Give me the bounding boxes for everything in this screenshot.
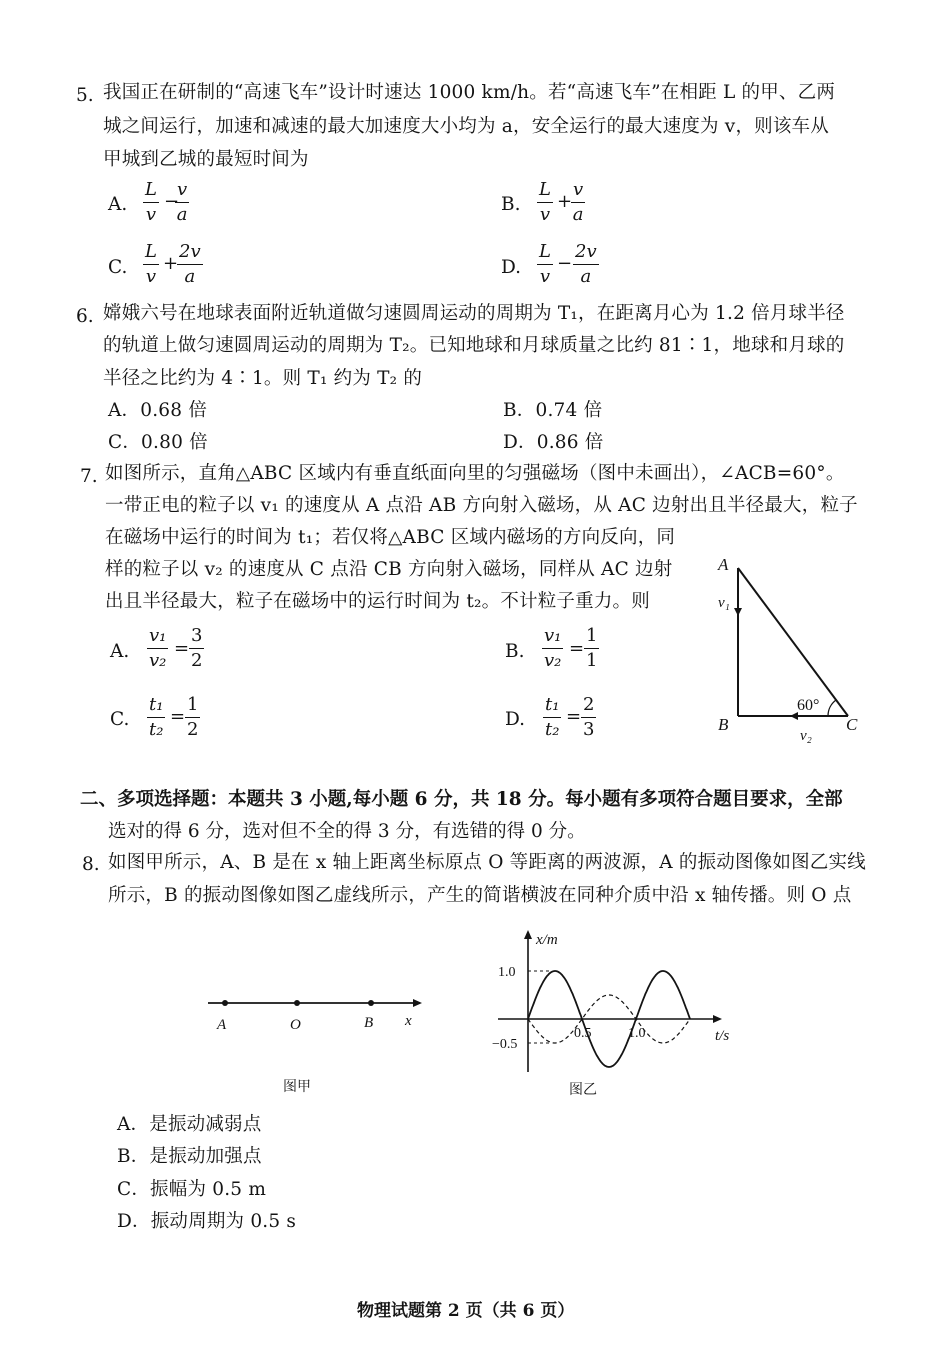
angle-label: 60° <box>797 697 820 714</box>
q7-option-d-rhs: $\frac{2}{3}$ <box>583 694 595 740</box>
q7-option-a-lhs: $\frac{\text{v₁}}{\text{v₂}}$ <box>149 625 167 671</box>
point-b-label: B <box>364 1015 374 1031</box>
x-axis-label: x <box>405 1013 412 1029</box>
y-tick-top: 1.0 <box>498 965 516 980</box>
q5-option-d-label[interactable]: D. <box>501 257 522 278</box>
q7-triangle-figure <box>700 550 880 750</box>
y-tick-bottom: −0.5 <box>492 1037 518 1052</box>
section2-heading-line1: 二、多项选择题：本题共 3 小题,每小题 6 分，共 18 分。每小题有多项符合题目要求，全部 <box>80 789 843 810</box>
q7-option-d-equals: = <box>566 706 582 727</box>
q8-text-line1: 如图甲所示，A、B 是在 x 轴上距离坐标原点 O 等距离的两波源，A 的振动图像如图乙实线 <box>108 852 866 873</box>
q5-option-a-frac2: $\frac{v}{a}$ <box>176 179 188 225</box>
t-axis-arrow-icon <box>713 1015 722 1023</box>
q7-option-c-rhs: $\frac{1}{2}$ <box>187 694 199 740</box>
q6-option-a[interactable]: A．0.68 倍 <box>108 400 208 421</box>
q5-option-c-frac2: $\frac{2v}{a}$ <box>179 241 201 287</box>
q7-option-a-equals: = <box>174 638 190 659</box>
q7-option-d-label[interactable]: D. <box>505 709 526 730</box>
vertex-a-label: A <box>718 555 729 574</box>
q6-option-d[interactable]: D．0.86 倍 <box>503 432 604 453</box>
q7-option-b-label[interactable]: B. <box>505 641 525 662</box>
v2-label: v₂ <box>800 728 812 744</box>
q5-number: 5. <box>76 85 94 106</box>
v1-arrow-icon <box>734 608 742 616</box>
t-axis-label: t/s <box>715 1028 730 1044</box>
q7-text-line5: 出且半径最大，粒子在磁场中的运行时间为 t₂。不计粒子重力。则 <box>105 591 650 612</box>
q7-option-b-rhs: $\frac{1}{1}$ <box>586 625 598 671</box>
q5-option-b-label[interactable]: B. <box>501 194 521 215</box>
q5-option-c-operator: + <box>163 253 179 274</box>
q7-option-b-lhs: $\frac{\text{v₁}}{\text{v₂}}$ <box>544 625 562 671</box>
page-footer: 物理试题第 2 页（共 6 页） <box>357 1301 575 1321</box>
vertex-b-label: B <box>718 715 729 734</box>
q5-option-a-label[interactable]: A. <box>108 194 128 215</box>
y-axis-arrow-icon <box>524 930 532 939</box>
q5-option-b-frac1: $\frac{L}{v}$ <box>539 179 551 225</box>
q7-option-c-equals: = <box>170 706 186 727</box>
q8-figure-b <box>490 926 750 1076</box>
q6-text-line1: 嫦娥六号在地球表面附近轨道做匀速圆周运动的周期为 T₁，在距离月心为 1.2 倍月球半径 <box>103 303 845 324</box>
q6-text-line3: 半径之比约为 4∶1。则 T₁ 约为 T₂ 的 <box>103 368 423 389</box>
q6-option-c[interactable]: C．0.80 倍 <box>108 432 208 453</box>
q8-number: 8. <box>82 854 100 875</box>
q5-option-a-frac1: $\frac{L}{v}$ <box>145 179 157 225</box>
section2-heading-line2: 选对的得 6 分，选对但不全的得 3 分，有选错的得 0 分。 <box>108 821 586 842</box>
q7-text-line1: 如图所示，直角△ABC 区域内有垂直纸面向里的匀强磁场（图中未画出），∠ACB=60°。 <box>105 463 845 484</box>
q8-option-a[interactable]: A．是振动减弱点 <box>117 1114 262 1135</box>
q7-option-b-equals: = <box>569 638 585 659</box>
q5-option-d-frac1: $\frac{L}{v}$ <box>539 241 551 287</box>
q8-option-d[interactable]: D．振动周期为 0.5 s <box>117 1211 297 1232</box>
q5-option-a-operator: − <box>164 191 180 212</box>
q7-text-line2: 一带正电的粒子以 v₁ 的速度从 A 点沿 AB 方向射入磁场，从 AC 边射出且半径最大，粒子 <box>105 495 858 516</box>
q7-option-a-rhs: $\frac{3}{2}$ <box>191 625 203 671</box>
point-a-label: A <box>217 1017 227 1033</box>
q5-text-line2: 城之间运行，加速和减速的最大加速度大小均为 a，安全运行的最大速度为 v，则该车从 <box>103 116 829 137</box>
t-tick-one: 1.0 <box>628 1026 646 1041</box>
q5-option-d-operator: − <box>557 253 573 274</box>
vertex-c-label: C <box>846 715 858 734</box>
q5-option-b-frac2: $\frac{v}{a}$ <box>572 179 584 225</box>
q7-number: 7. <box>80 466 98 487</box>
q6-option-b[interactable]: B．0.74 倍 <box>503 400 603 421</box>
q7-text-line3: 在磁场中运行的时间为 t₁；若仅将△ABC 区域内磁场的方向反向，同 <box>105 527 676 548</box>
figure-a-caption: 图甲 <box>283 1079 311 1095</box>
q7-option-a-label[interactable]: A. <box>110 641 130 662</box>
q5-option-d-frac2: $\frac{2v}{a}$ <box>575 241 597 287</box>
triangle-side-ac <box>738 568 848 716</box>
point-b-dot <box>368 1000 374 1006</box>
q5-text-line1: 我国正在研制的“高速飞车”设计时速达 1000 km/h。若“高速飞车”在相距 L 的甲、乙两 <box>103 82 836 103</box>
q7-text-line4: 样的粒子以 v₂ 的速度从 C 点沿 CB 方向射入磁场，同样从 AC 边射 <box>105 559 673 580</box>
q5-option-c-label[interactable]: C. <box>108 257 128 278</box>
q8-figure-a <box>200 985 440 1035</box>
point-o-label: O <box>290 1017 301 1033</box>
x-axis-arrow-icon <box>413 999 422 1007</box>
q8-option-c[interactable]: C．振幅为 0.5 m <box>117 1179 267 1200</box>
q5-option-c-frac1: $\frac{L}{v}$ <box>145 241 157 287</box>
q8-text-line2: 所示，B 的振动图像如图乙虚线所示，产生的简谐横波在同种介质中沿 x 轴传播。则 O 点 <box>108 885 852 906</box>
q5-text-line3: 甲城到乙城的最短时间为 <box>103 149 309 170</box>
y-axis-label: x/m <box>536 932 558 948</box>
q7-option-c-lhs: $\frac{\text{t₁}}{\text{t₂}}$ <box>149 694 164 740</box>
q6-text-line2: 的轨道上做匀速圆周运动的周期为 T₂。已知地球和月球质量之比约 81∶1，地球和月球的 <box>103 335 845 356</box>
point-a-dot <box>222 1000 228 1006</box>
t-tick-half: 0.5 <box>574 1026 592 1041</box>
q8-option-b[interactable]: B．是振动加强点 <box>117 1146 262 1167</box>
q5-option-b-operator: + <box>557 191 573 212</box>
q7-option-d-lhs: $\frac{\text{t₁}}{\text{t₂}}$ <box>545 694 560 740</box>
v1-label: v₁ <box>718 595 730 611</box>
point-o-dot <box>294 1000 300 1006</box>
q6-number: 6. <box>76 306 94 327</box>
figure-b-caption: 图乙 <box>569 1082 597 1098</box>
angle-arc <box>828 700 836 716</box>
q7-option-c-label[interactable]: C. <box>110 709 130 730</box>
